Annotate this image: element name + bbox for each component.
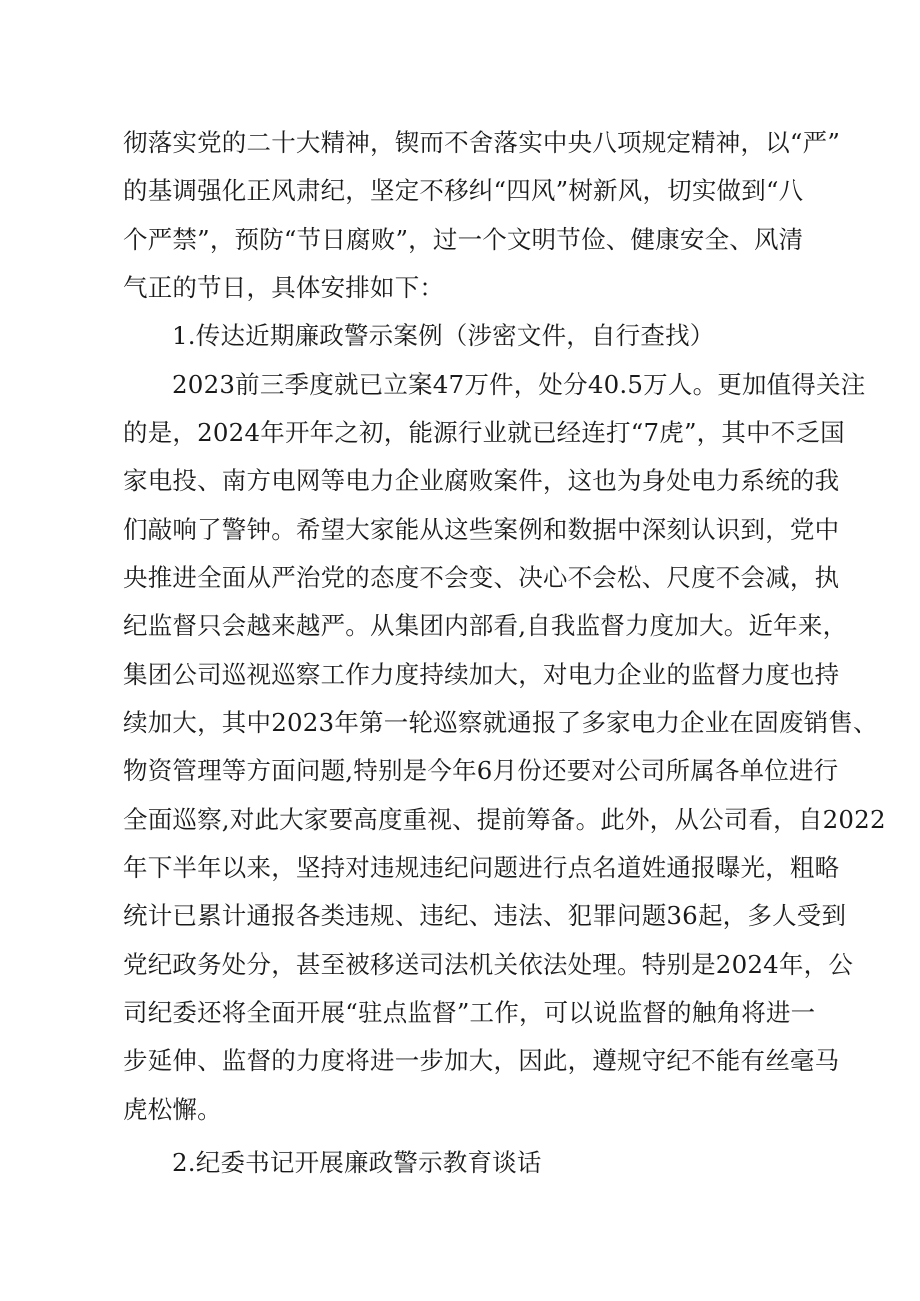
paragraph-line: 党纪政务处分，甚至被移送司法机关依法处理。特别是2024年，公 — [123, 950, 854, 979]
paragraph-line: 们敲响了警钟。希望大家能从这些案例和数据中深刻认识到，党中 — [123, 515, 840, 544]
intro-line: 彻落实党的二十大精神，锲而不舍落实中央八项规定精神，以“严” — [123, 128, 841, 157]
paragraph-line: 司纪委还将全面开展“驻点监督”工作，可以说监督的触角将进一 — [123, 998, 816, 1027]
paragraph-line: 续加大，其中2023年第一轮巡察就通报了多家电力企业在固废销售、 — [123, 708, 878, 737]
paragraph-line: 虎松懈。 — [123, 1095, 222, 1124]
paragraph-line: 纪监督只会越来越严。从集团内部看,自我监督力度加大。近年来， — [123, 611, 848, 640]
paragraph-line: 年下半年以来，坚持对违规违纪问题进行点名道姓通报曝光，粗略 — [123, 853, 840, 882]
paragraph-line: 央推进全面从严治党的态度不会变、决心不会松、尺度不会减，执 — [123, 563, 840, 592]
paragraph-line: 物资管理等方面问题,特别是今年6月份还要对公司所属各单位进行 — [123, 756, 839, 785]
section-heading-2: 2.纪委书记开展廉政警示教育谈话 — [172, 1148, 542, 1177]
intro-line: 个严禁”，预防“节日腐败”，过一个文明节俭、健康安全、风清 — [123, 225, 804, 254]
paragraph-line: 2023前三季度就已立案47万件，处分40.5万人。更加值得关注 — [172, 370, 866, 399]
section-heading-1: 1.传达近期廉政警示案例（涉密文件，自行查找） — [172, 321, 715, 350]
intro-line: 的基调强化正风肃纪，坚定不移纠“四风”树新风，切实做到“八 — [123, 176, 804, 205]
paragraph-line: 全面巡察,对此大家要高度重视、提前筹备。此外，从公司看，自2022 — [123, 805, 886, 834]
paragraph-line: 步延伸、监督的力度将进一步加大，因此，遵规守纪不能有丝毫马 — [123, 1046, 840, 1075]
paragraph-line: 集团公司巡视巡察工作力度持续加大，对电力企业的监督力度也持 — [123, 660, 840, 689]
paragraph-line: 统计已累计通报各类违规、违纪、违法、犯罪问题36起，多人受到 — [123, 901, 847, 930]
intro-line: 气正的节日，具体安排如下： — [123, 273, 445, 302]
paragraph-line: 家电投、南方电网等电力企业腐败案件，这也为身处电力系统的我 — [123, 466, 840, 495]
paragraph-line: 的是，2024年开年之初，能源行业就已经连打“7虎”，其中不乏国 — [123, 418, 845, 447]
